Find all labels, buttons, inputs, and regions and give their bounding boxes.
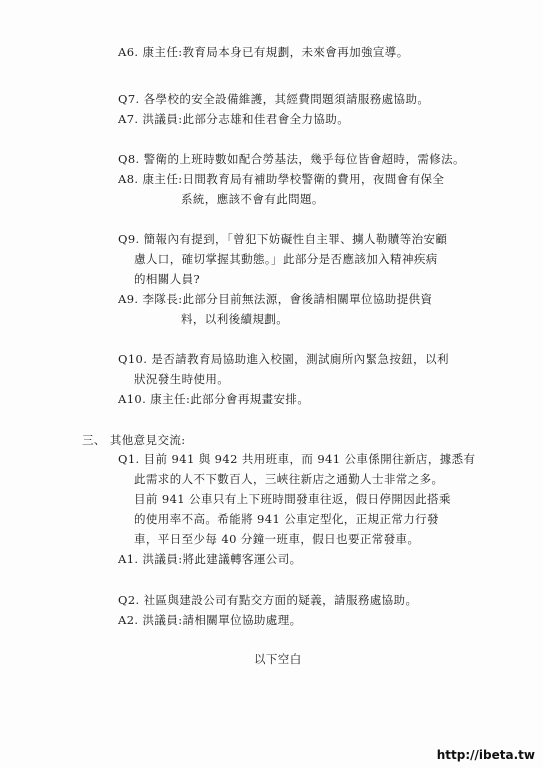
question-q1-cont: 此需求的人不下數百人，三峽往新店之通勤人士非常之多。 — [134, 472, 444, 486]
question-q2: Q2. 社區與建設公司有點交方面的疑義，請服務處協助。 — [118, 593, 418, 607]
answer-a7: A7. 洪議員:此部分志雄和佳君會全力協助。 — [118, 112, 350, 126]
question-q1-cont: 的使用率不高。希能將 941 公車定型化，正規正常力行發 — [134, 512, 439, 526]
question-q10: Q10. 是否請教育局協助進入校園，測試廁所內緊急按鈕，以利 — [118, 352, 449, 366]
question-q9: Q9. 簡報內有提到，「曾犯下妨礙性自主罪、擄人勒贖等治安顧 — [118, 232, 448, 246]
question-q10-cont: 狀況發生時使用。 — [134, 372, 230, 386]
question-q7: Q7. 各學校的安全設備維護，其經費問題須請服務處協助。 — [118, 92, 430, 106]
question-q1: Q1. 目前 941 與 942 共用班車，而 941 公車係開往新店，據悉有 — [118, 452, 476, 466]
answer-a8-cont: 系統，應該不會有此問題。 — [181, 192, 324, 206]
question-q9-cont: 慮人口，確切掌握其動態。」此部分是否應該加入精神疾病 — [134, 252, 438, 266]
answer-a10: A10. 康主任:此部分會再規畫安排。 — [118, 392, 310, 406]
watermark: http://ibeta.tw — [436, 748, 535, 762]
answer-a1: A1. 洪議員:將此建議轉客運公司。 — [118, 552, 302, 566]
end-note: 以下空白 — [254, 652, 302, 666]
answer-a9-cont: 料，以利後續規劃。 — [181, 312, 289, 326]
question-q8: Q8. 警衛的上班時數如配合勞基法，幾乎每位皆會超時，需修法。 — [118, 152, 465, 166]
question-q9-cont: 的相關人員? — [134, 272, 201, 286]
question-q1-cont: 目前 941 公車只有上下班時間發車往返，假日停開因此搭乘 — [134, 492, 451, 506]
answer-a6: A6. 康主任:教育局本身已有規劃，未來會再加強宣導。 — [118, 45, 409, 59]
answer-a8: A8. 康主任:日間教育局有補助學校警衛的費用，夜間會有保全 — [118, 172, 445, 186]
question-q1-cont: 車，平日至少每 40 分鐘一班車，假日也要正常發車。 — [134, 532, 420, 546]
answer-a2: A2. 洪議員:請相關單位協助處理。 — [118, 613, 302, 627]
section-heading: 三、 其他意見交流: — [82, 433, 186, 447]
answer-a9: A9. 李隊長:此部分目前無法源，會後請相關單位協助提供資 — [118, 292, 433, 306]
